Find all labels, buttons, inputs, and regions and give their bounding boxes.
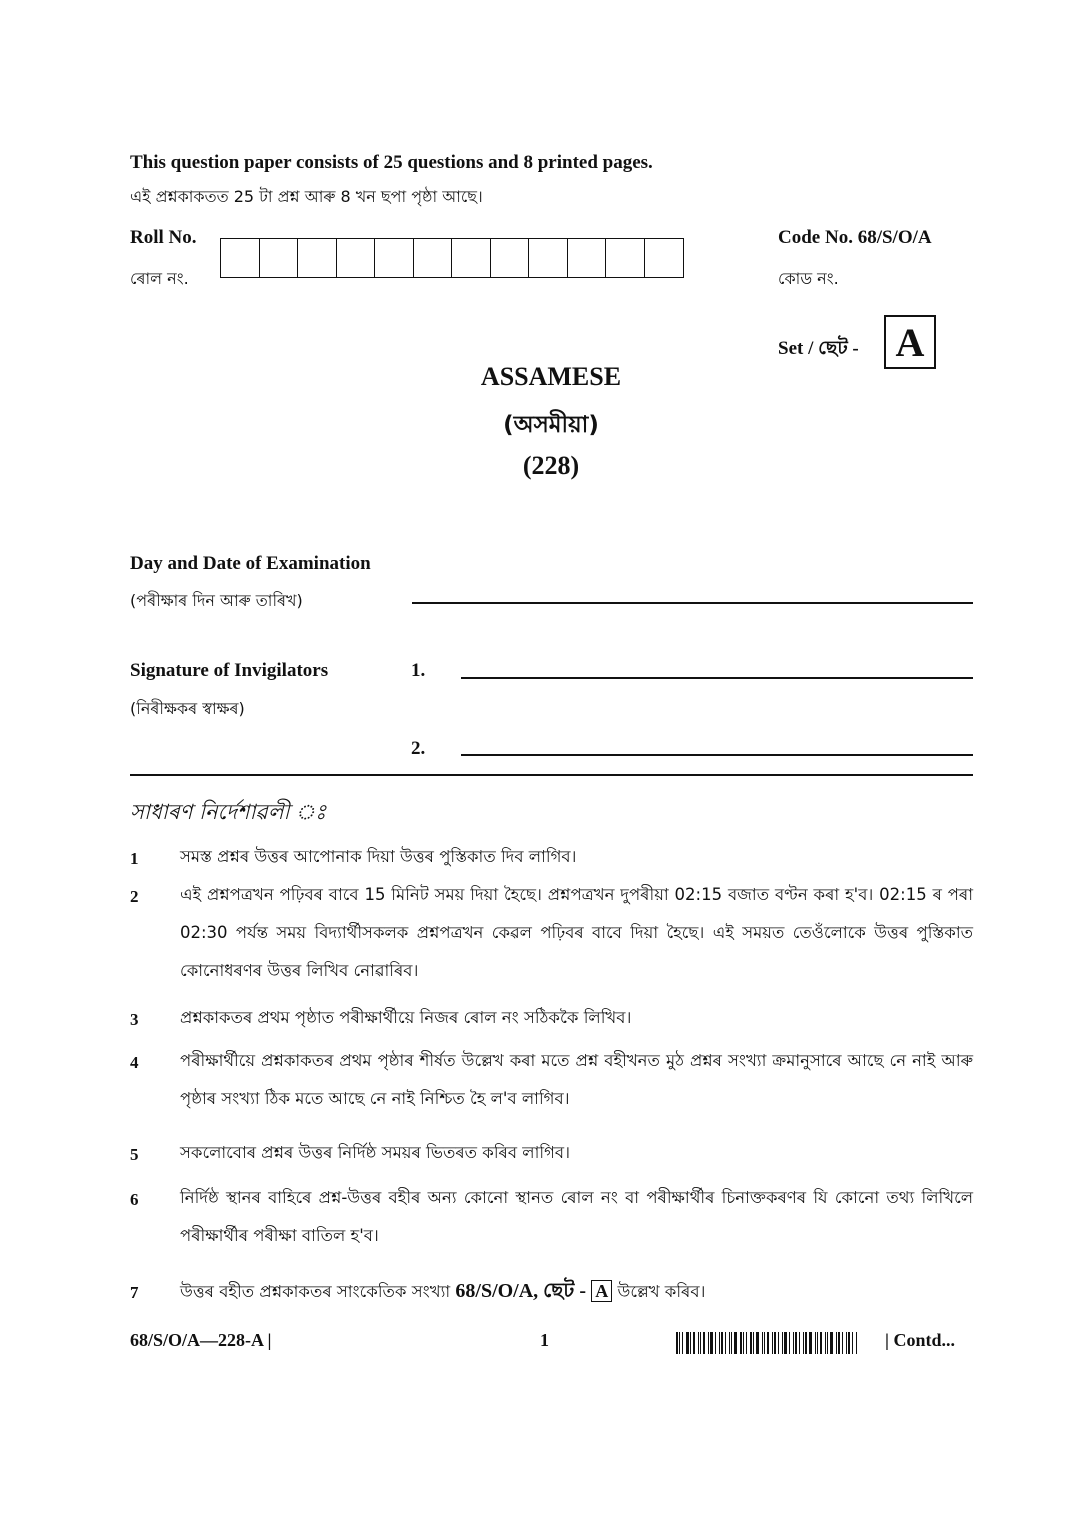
section-divider [130, 774, 973, 776]
roll-number-box[interactable] [491, 239, 530, 277]
instruction-4-text: পৰীক্ষাৰ্থীয়ে প্ৰশ্নকাকতৰ প্ৰথম পৃষ্ঠাৰ শীৰ্ষত উল্লেখ কৰা মতে প্ৰশ্ন বহীখনত মুঠ প্ৰশ্নৰ সংখ্যা ক্ৰমানুসাৰে আছে নে নাই আৰু পৃষ্ঠাৰ সংখ্যা ঠিক মতে আছে নে নাই নিশ্চিত হৈ ল'ব লাগিব। [180, 1051, 973, 1108]
roll-number-box[interactable] [568, 239, 607, 277]
subject-title: ASSAMESE [480, 362, 622, 391]
invigilator-1-number: 1. [411, 660, 426, 681]
instruction-4-number: 4 [130, 1053, 139, 1072]
paper-info-english: This question paper consists of 25 questions and 8 printed pages. [130, 152, 653, 173]
contd-label: | Contd... [885, 1330, 955, 1350]
invigilator-label: Signature of Invigilators [130, 660, 329, 681]
footer-code: 68/S/O/A—228-A | [130, 1330, 272, 1350]
roll-number-box[interactable] [529, 239, 568, 277]
invigilator-2-signature-line[interactable] [461, 754, 973, 756]
set-label: Set / ছেট - [778, 338, 859, 359]
instruction-1-text: সমস্ত প্ৰশ্নৰ উত্তৰ আপোনাক দিয়া উত্তৰ পুস্তিকাত দিব লাগিব। [180, 847, 577, 866]
instruction-1-number: 1 [130, 849, 139, 868]
instruction-5-text: সকলোবোৰ প্ৰশ্নৰ উত্তৰ নিৰ্দিষ্ঠ সময়ৰ ভিতৰত কৰিব লাগিব। [180, 1143, 570, 1162]
code-number: Code No. 68/S/O/A [778, 227, 932, 248]
roll-number-box[interactable] [221, 239, 260, 277]
set-box: A [884, 315, 936, 369]
paper-info-assamese: এই প্ৰশ্নকাকতত 25 টা প্ৰশ্ন আৰু 8 খন ছপা পৃষ্ঠা আছে। [130, 187, 483, 206]
exam-date-label-assamese: (পৰীক্ষাৰ দিন আৰু তাৰিখ) [130, 591, 303, 610]
page-number: 1 [540, 1330, 549, 1350]
roll-number-box[interactable] [606, 239, 645, 277]
instruction-7-set-box: A [591, 1280, 612, 1302]
code-number-label-assamese: কোড নং. [778, 269, 839, 288]
exam-date-label: Day and Date of Examination [130, 553, 371, 574]
instruction-6-text: নিৰ্দিষ্ঠ স্থানৰ বাহিৰে প্ৰশ্ন-উত্তৰ বহীৰ অন্য কোনো স্থানত ৰোল নং বা পৰীক্ষাৰ্থীৰ চিনাক্তকৰণৰ যি কোনো তথ্য লিখিলে পৰীক্ষাৰ্থীৰ পৰীক্ষা বাতিল হ'ব। [180, 1188, 973, 1245]
instruction-7-text-after: উল্লেখ কৰিব। [617, 1282, 706, 1301]
roll-number-box[interactable] [375, 239, 414, 277]
instruction-6-number: 6 [130, 1190, 139, 1209]
instruction-7-code: 68/S/O/A, ছেট - [455, 1280, 586, 1302]
subject-title-assamese: (অসমীয়া) [503, 412, 599, 438]
roll-number-box[interactable] [298, 239, 337, 277]
instruction-2-number: 2 [130, 887, 139, 906]
general-instructions-heading: সাধাৰণ নিৰ্দেশাৱলী ঃ [130, 800, 327, 824]
instruction-2-text: এই প্ৰশ্নপত্ৰখন পঢ়িবৰ বাবে 15 মিনিট সময় দিয়া হৈছে। প্ৰশ্নপত্ৰখন দুপৰীয়া 02:15 বজাত বণ্টন কৰা হ'ব। 02:15 ৰ পৰা 02:30 পৰ্যন্ত সময় বিদ্যাৰ্থীসকলক প্ৰশ্নপত্ৰখন কেৱল পঢ়িবৰ বাবে দিয়া হৈছে। এই সময়ত তেওঁলোকে উত্তৰ পুস্তিকাত কোনোধৰণৰ উত্তৰ লিখিব নোৱাৰিব। [180, 885, 973, 980]
instruction-5-number: 5 [130, 1145, 139, 1164]
roll-number-box[interactable] [414, 239, 453, 277]
invigilator-1-signature-line[interactable] [461, 677, 973, 679]
invigilator-label-assamese: (নিৰীক্ষকৰ স্বাক্ষৰ) [130, 699, 245, 718]
roll-no-label: Roll No. [130, 227, 197, 248]
instruction-7-text-before: উত্তৰ বহীত প্ৰশ্নকাকতৰ সাংকেতিক সংখ্যা [180, 1282, 451, 1301]
roll-number-boxes[interactable] [220, 238, 684, 278]
instruction-3-text: প্ৰশ্নকাকতৰ প্ৰথম পৃষ্ঠাত পৰীক্ষাৰ্থীয়ে নিজৰ ৰোল নং সঠিককৈ লিখিব। [180, 1008, 632, 1027]
roll-number-box[interactable] [260, 239, 299, 277]
roll-number-box[interactable] [337, 239, 376, 277]
roll-number-box[interactable] [452, 239, 491, 277]
roll-number-box[interactable] [645, 239, 684, 277]
barcode-icon [676, 1332, 858, 1354]
exam-date-line[interactable] [412, 602, 973, 604]
instruction-3-number: 3 [130, 1010, 139, 1029]
subject-code: (228) [522, 451, 580, 480]
instruction-7-text [180, 1272, 973, 1311]
instruction-7-number: 7 [130, 1283, 139, 1302]
invigilator-2-number: 2. [411, 738, 426, 759]
roll-no-label-assamese: ৰোল নং. [130, 269, 189, 288]
